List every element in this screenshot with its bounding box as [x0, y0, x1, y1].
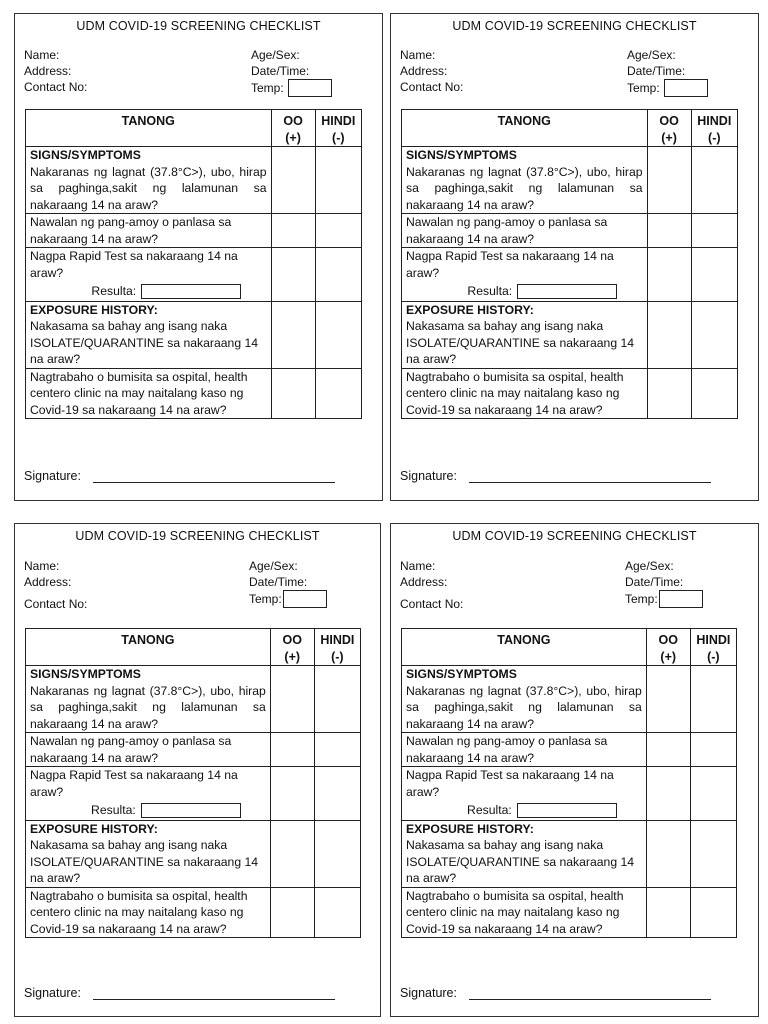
address-label: Address: [400, 575, 448, 589]
agesex-label: Age/Sex: [625, 559, 674, 573]
answer-hindi-4[interactable] [690, 820, 736, 887]
answer-hindi-3[interactable] [315, 248, 361, 302]
header-hindi [315, 110, 361, 147]
answer-oo-2[interactable] [647, 214, 691, 248]
table-header-row [402, 629, 737, 666]
question-2: Nawalan ng pang-amoy o panlasa sa nakaraang 14 na araw? [30, 215, 232, 246]
header-oo-sub: (+) [284, 649, 301, 664]
answer-hindi-3[interactable] [314, 767, 360, 821]
personal-info-right [625, 558, 703, 608]
resulta-row [30, 800, 266, 820]
resulta-label: Resulta: [91, 803, 136, 817]
table-row [402, 887, 737, 938]
name-label: Name: [400, 559, 436, 573]
answer-oo-4[interactable] [271, 301, 315, 368]
answer-hindi-3[interactable] [691, 248, 737, 302]
signature-row [24, 469, 335, 483]
form-title: UDM COVID-19 SCREENING CHECKLIST [452, 529, 697, 543]
answer-oo-1[interactable] [647, 147, 691, 214]
signature-label: Signature: [400, 469, 457, 483]
question-cell-2 [26, 214, 272, 248]
question-cell-5 [402, 368, 648, 419]
question-3: Nagpa Rapid Test sa nakaraang 14 na araw? [406, 249, 614, 280]
table-header-row [26, 110, 362, 147]
signs-heading: SIGNS/SYMPTOMS [406, 667, 517, 681]
contact-label: Contact No: [400, 597, 464, 611]
answer-oo-4[interactable] [270, 820, 314, 887]
answer-hindi-2[interactable] [690, 733, 736, 767]
question-2: Nawalan ng pang-amoy o panlasa sa nakaraang 14 na araw? [30, 734, 232, 765]
header-oo-label: OO [282, 633, 302, 647]
question-cell-3 [402, 767, 647, 821]
table-header-row [26, 629, 361, 666]
header-oo [647, 110, 691, 147]
table-row [26, 147, 362, 214]
agesex-label: Age/Sex: [251, 48, 300, 62]
question-cell-3 [26, 248, 272, 302]
answer-hindi-4[interactable] [315, 301, 361, 368]
question-2: Nawalan ng pang-amoy o panlasa sa nakaraang 14 na araw? [406, 215, 608, 246]
resulta-input-box[interactable] [141, 803, 241, 818]
answer-hindi-1[interactable] [314, 666, 360, 733]
temp-label: Temp: [627, 81, 660, 95]
question-1: Nakaranas ng lagnat (37.8°C>), ubo, hirap sa paghinga,sakit ng lalamunan sa nakaraang 14 na araw? [406, 164, 643, 212]
signature-line[interactable] [93, 987, 335, 1000]
temp-label: Temp: [625, 592, 658, 606]
exposure-heading: EXPOSURE HISTORY: [406, 302, 534, 317]
temp-row [251, 79, 332, 97]
answer-oo-3[interactable] [646, 767, 690, 821]
resulta-row [30, 281, 267, 301]
datetime-label: Date/Time: [627, 64, 686, 78]
question-5: Nagtrabaho o bumisita sa ospital, health centero clinic na may naitalang kaso ng Covid-19 sa nakaraang 14 na araw? [30, 369, 248, 417]
table-row [402, 248, 738, 302]
question-cell-1 [402, 666, 647, 733]
table-row [26, 767, 361, 821]
signature-row [400, 986, 711, 1000]
table-row [26, 368, 362, 419]
personal-info-left [400, 47, 463, 95]
signature-row [24, 986, 335, 1000]
contact-label: Contact No: [400, 80, 464, 94]
answer-hindi-4[interactable] [691, 301, 737, 368]
table-row [26, 248, 362, 302]
header-tanong: TANONG [402, 110, 648, 147]
question-cell-2 [402, 733, 647, 767]
answer-oo-4[interactable] [646, 820, 690, 887]
question-3: Nagpa Rapid Test sa nakaraang 14 na araw? [406, 768, 614, 799]
screening-table [25, 628, 361, 938]
header-oo-label: OO [658, 633, 678, 647]
header-hindi-sub: (-) [332, 130, 345, 145]
answer-oo-2[interactable] [270, 733, 314, 767]
signs-heading: SIGNS/SYMPTOMS [30, 148, 141, 162]
agesex-label: Age/Sex: [627, 48, 676, 62]
screening-table [401, 109, 738, 419]
question-2: Nawalan ng pang-amoy o panlasa sa nakaraang 14 na araw? [406, 734, 608, 765]
agesex-label: Age/Sex: [249, 559, 298, 573]
screening-table [401, 628, 737, 938]
table-row [26, 820, 361, 887]
question-3: Nagpa Rapid Test sa nakaraang 14 na araw? [30, 249, 238, 280]
question-4: Nakasama sa bahay ang isang naka ISOLATE/QUARANTINE sa nakaraang 14 na araw? [30, 838, 259, 885]
table-row [26, 214, 362, 248]
header-hindi-sub: (-) [331, 649, 344, 664]
checklist-card-4 [390, 523, 759, 1017]
question-cell-1 [26, 666, 271, 733]
datetime-label: Date/Time: [251, 64, 310, 78]
question-5: Nagtrabaho o bumisita sa ospital, health centero clinic na may naitalang kaso ng Covid-19 sa nakaraang 14 na araw? [30, 888, 248, 936]
signature-line[interactable] [469, 470, 711, 483]
contact-label: Contact No: [24, 597, 88, 611]
resulta-input-box[interactable] [141, 284, 241, 299]
address-label: Address: [24, 575, 72, 589]
table-row [402, 767, 737, 821]
signature-label: Signature: [24, 986, 81, 1000]
question-cell-4 [402, 820, 647, 887]
header-oo-label: OO [283, 114, 303, 128]
header-hindi-label: HINDI [321, 114, 356, 128]
answer-oo-2[interactable] [271, 214, 315, 248]
answer-hindi-2[interactable] [691, 214, 737, 248]
temp-label: Temp: [249, 592, 282, 606]
resulta-input-box[interactable] [517, 284, 617, 299]
header-hindi-sub: (-) [708, 130, 721, 145]
form-title: UDM COVID-19 SCREENING CHECKLIST [452, 19, 697, 33]
header-hindi-label: HINDI [320, 633, 355, 647]
question-cell-1 [26, 147, 272, 214]
question-cell-3 [26, 767, 271, 821]
answer-hindi-3[interactable] [690, 767, 736, 821]
answer-hindi-5[interactable] [691, 368, 737, 419]
answer-oo-5[interactable] [646, 887, 690, 938]
table-row [402, 820, 737, 887]
question-4: Nakasama sa bahay ang isang naka ISOLATE/QUARANTINE sa nakaraang 14 na araw? [406, 838, 635, 885]
header-hindi-sub: (-) [707, 649, 720, 664]
exposure-heading: EXPOSURE HISTORY: [30, 302, 158, 317]
signature-line[interactable] [469, 987, 711, 1000]
temp-row [249, 590, 327, 608]
resulta-row [406, 281, 643, 301]
header-oo [646, 629, 690, 666]
temp-input-box[interactable] [283, 590, 327, 608]
temp-input-box[interactable] [664, 79, 708, 97]
signature-label: Signature: [24, 469, 81, 483]
answer-hindi-1[interactable] [690, 666, 736, 733]
personal-info-left [400, 558, 463, 612]
answer-hindi-5[interactable] [315, 368, 361, 419]
temp-row [625, 590, 703, 608]
name-label: Name: [24, 559, 60, 573]
header-tanong: TANONG [26, 110, 272, 147]
question-1: Nakaranas ng lagnat (37.8°C>), ubo, hirap sa paghinga,sakit ng lalamunan sa nakaraang 14 na araw? [406, 683, 642, 731]
answer-oo-3[interactable] [647, 248, 691, 302]
question-cell-5 [26, 887, 271, 938]
header-hindi-label: HINDI [697, 114, 732, 128]
form-title: UDM COVID-19 SCREENING CHECKLIST [75, 529, 320, 543]
resulta-label: Resulta: [467, 803, 512, 817]
header-hindi [690, 629, 736, 666]
personal-info-right [251, 47, 332, 97]
answer-hindi-2[interactable] [314, 733, 360, 767]
header-oo [271, 110, 315, 147]
resulta-row [406, 800, 642, 820]
resulta-label: Resulta: [467, 284, 513, 298]
checklist-card-2 [390, 13, 759, 501]
answer-oo-1[interactable] [271, 147, 315, 214]
table-row [402, 368, 738, 419]
question-cell-5 [402, 887, 647, 938]
header-oo-sub: (+) [661, 130, 677, 145]
answer-oo-3[interactable] [270, 767, 314, 821]
name-label: Name: [24, 48, 60, 62]
header-oo-sub: (+) [285, 130, 301, 145]
datetime-label: Date/Time: [625, 575, 684, 589]
answer-oo-2[interactable] [646, 733, 690, 767]
question-cell-4 [26, 301, 272, 368]
signature-row [400, 469, 711, 483]
header-oo-sub: (+) [660, 649, 677, 664]
table-row [402, 733, 737, 767]
header-tanong: TANONG [402, 629, 647, 666]
table-row [402, 147, 738, 214]
contact-label: Contact No: [24, 80, 88, 94]
checklist-card-1 [14, 13, 383, 501]
temp-input-box[interactable] [288, 79, 332, 97]
question-4: Nakasama sa bahay ang isang naka ISOLATE/QUARANTINE sa nakaraang 14 na araw? [406, 319, 635, 366]
table-header-row [402, 110, 738, 147]
header-hindi [314, 629, 360, 666]
question-5: Nagtrabaho o bumisita sa ospital, health centero clinic na may naitalang kaso ng Covid-19 sa nakaraang 14 na araw? [406, 888, 624, 936]
signs-heading: SIGNS/SYMPTOMS [30, 667, 141, 681]
question-cell-4 [26, 820, 271, 887]
resulta-input-box[interactable] [517, 803, 617, 818]
answer-oo-5[interactable] [647, 368, 691, 419]
question-1: Nakaranas ng lagnat (37.8°C>), ubo, hirap sa paghinga,sakit ng lalamunan sa nakaraang 14 na araw? [30, 164, 267, 212]
header-oo-label: OO [659, 114, 679, 128]
question-cell-2 [402, 214, 648, 248]
answer-hindi-1[interactable] [691, 147, 737, 214]
answer-hindi-2[interactable] [315, 214, 361, 248]
signature-label: Signature: [400, 986, 457, 1000]
question-4: Nakasama sa bahay ang isang naka ISOLATE/QUARANTINE sa nakaraang 14 na araw? [30, 319, 259, 366]
table-row [26, 301, 362, 368]
header-hindi-label: HINDI [696, 633, 731, 647]
answer-oo-3[interactable] [271, 248, 315, 302]
table-row [402, 666, 737, 733]
question-cell-1 [402, 147, 648, 214]
name-label: Name: [400, 48, 436, 62]
header-tanong: TANONG [26, 629, 271, 666]
header-hindi [691, 110, 737, 147]
personal-info-right [627, 47, 708, 97]
signature-line[interactable] [93, 470, 335, 483]
answer-oo-5[interactable] [271, 368, 315, 419]
answer-hindi-4[interactable] [314, 820, 360, 887]
answer-hindi-1[interactable] [315, 147, 361, 214]
answer-hindi-5[interactable] [314, 887, 360, 938]
table-row [26, 733, 361, 767]
question-1: Nakaranas ng lagnat (37.8°C>), ubo, hirap sa paghinga,sakit ng lalamunan sa nakaraang 14 na araw? [30, 683, 266, 731]
table-row [26, 887, 361, 938]
personal-info-right [249, 558, 327, 608]
resulta-label: Resulta: [91, 284, 137, 298]
question-cell-4 [402, 301, 648, 368]
answer-oo-4[interactable] [647, 301, 691, 368]
question-cell-2 [26, 733, 271, 767]
answer-oo-5[interactable] [270, 887, 314, 938]
personal-info-left [24, 47, 87, 95]
address-label: Address: [24, 64, 72, 78]
temp-row [627, 79, 708, 97]
exposure-heading: EXPOSURE HISTORY: [406, 821, 534, 836]
table-row [402, 214, 738, 248]
form-title: UDM COVID-19 SCREENING CHECKLIST [76, 19, 321, 33]
question-cell-3 [402, 248, 648, 302]
address-label: Address: [400, 64, 448, 78]
exposure-heading: EXPOSURE HISTORY: [30, 821, 158, 836]
signs-heading: SIGNS/SYMPTOMS [406, 148, 517, 162]
personal-info-left [24, 558, 87, 612]
answer-oo-1[interactable] [270, 666, 314, 733]
datetime-label: Date/Time: [249, 575, 308, 589]
table-row [26, 666, 361, 733]
header-oo [270, 629, 314, 666]
question-5: Nagtrabaho o bumisita sa ospital, health centero clinic na may naitalang kaso ng Covid-19 sa nakaraang 14 na araw? [406, 369, 624, 417]
question-3: Nagpa Rapid Test sa nakaraang 14 na araw? [30, 768, 238, 799]
temp-input-box[interactable] [659, 590, 703, 608]
checklist-card-3 [14, 523, 381, 1017]
table-row [402, 301, 738, 368]
question-cell-5 [26, 368, 272, 419]
answer-oo-1[interactable] [646, 666, 690, 733]
screening-table [25, 109, 362, 419]
temp-label: Temp: [251, 81, 284, 95]
answer-hindi-5[interactable] [690, 887, 736, 938]
